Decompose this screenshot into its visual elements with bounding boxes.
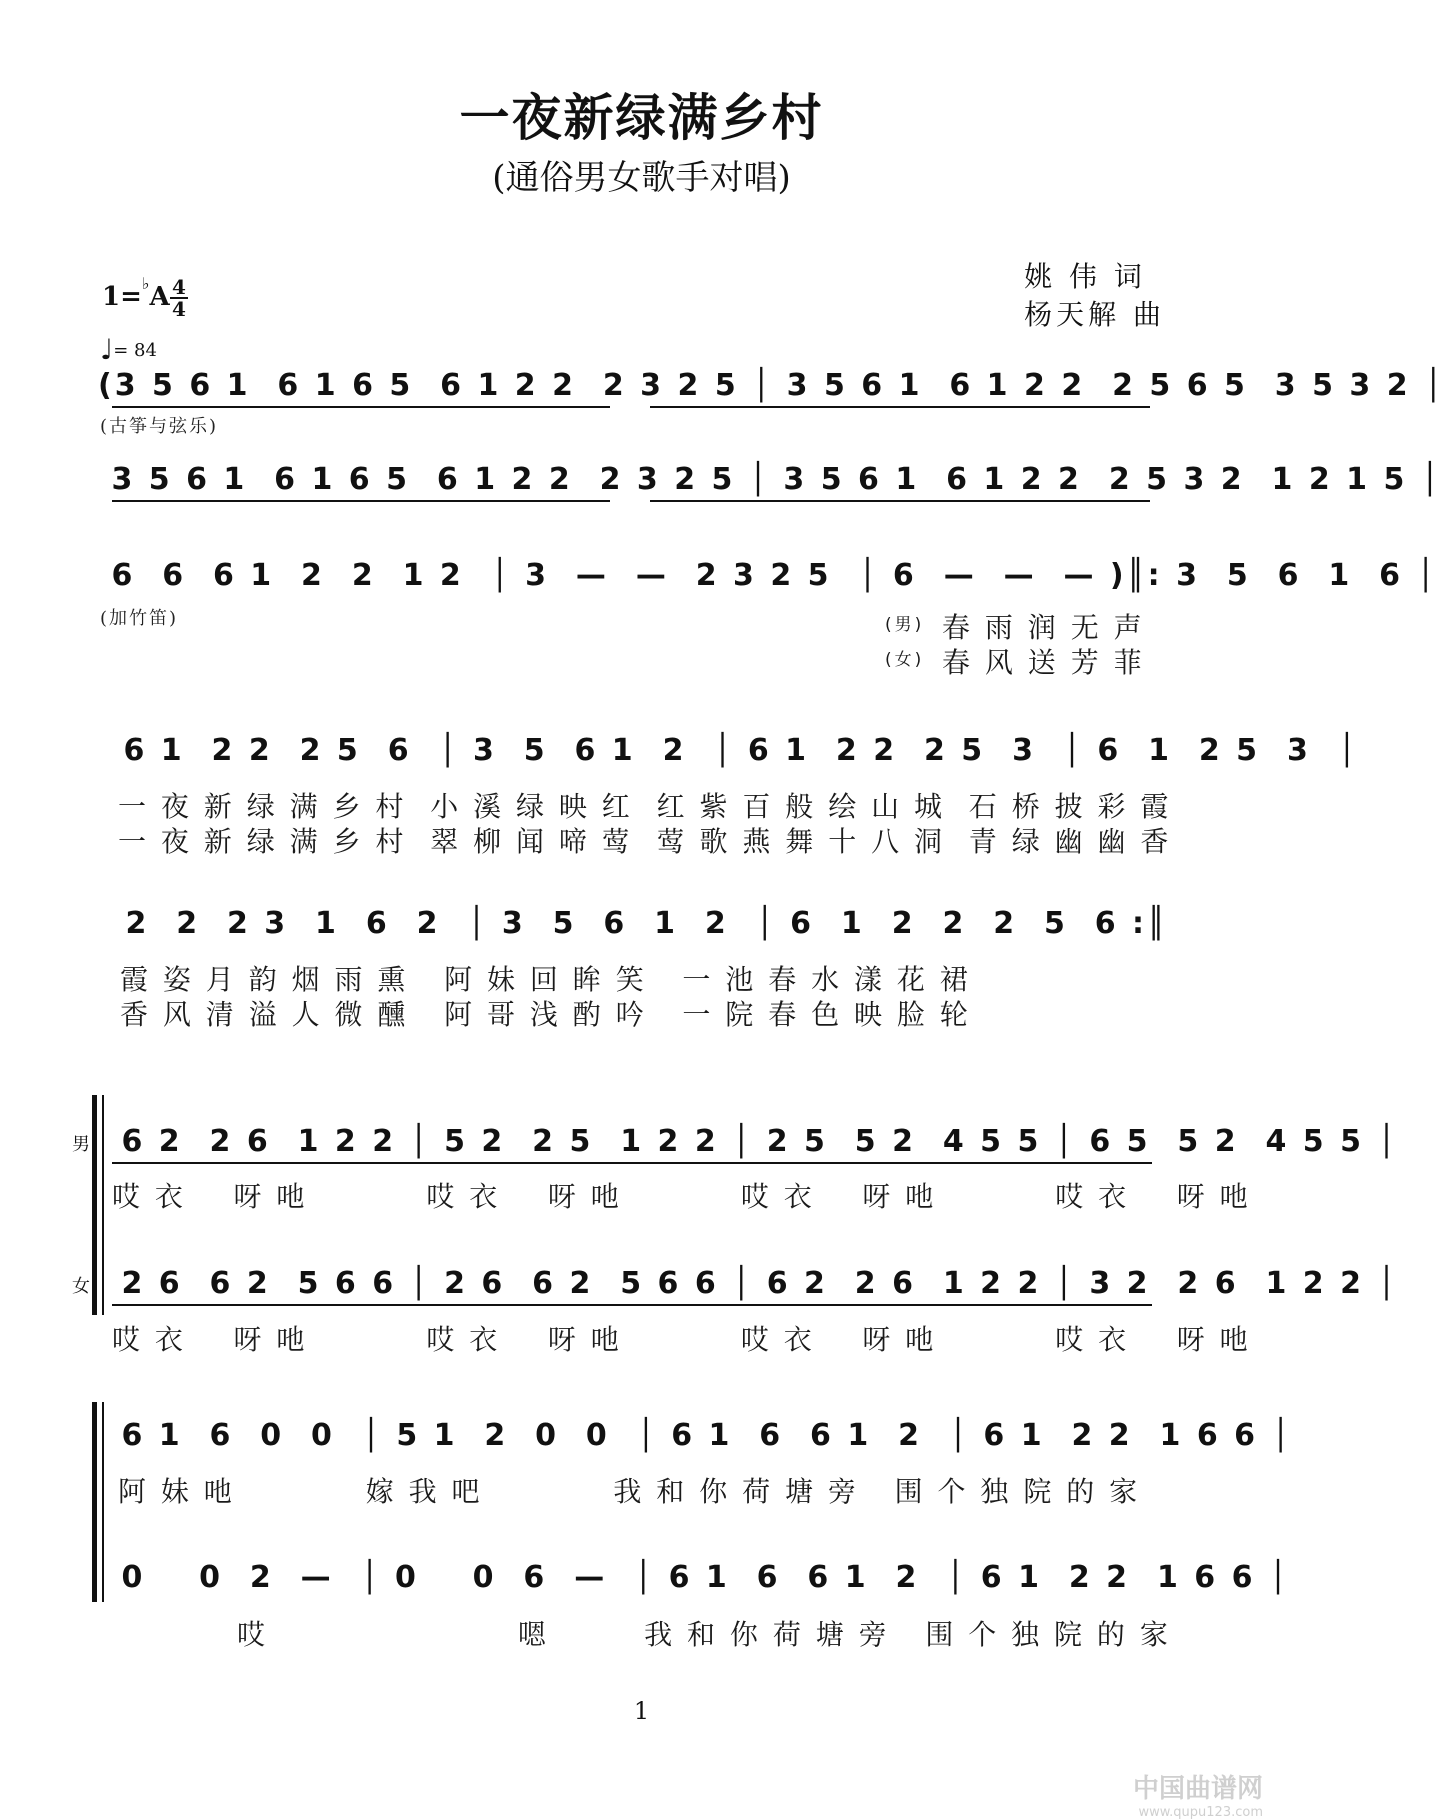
lyric-verse2-female: 香 风 清 溢 人 微 醺 阿 哥 浅 酌 吟 一 院 春 色 映 脸 轮 — [120, 998, 971, 1031]
lyric-intro-male: 春 雨 润 无 声 — [942, 611, 1145, 644]
beam-row-2a — [112, 500, 610, 502]
lyric-verse1-male: 一 夜 新 绿 满 乡 村 小 溪 绿 映 红 红 紫 百 般 绘 山 城 石 桥 披 彩 霞 — [118, 790, 1172, 823]
lyric-verse1-female: 一 夜 新 绿 满 乡 村 翠 柳 闻 啼 莺 莺 歌 燕 舞 十 八 洞 青 绿 幽 幽 香 — [118, 825, 1172, 858]
beam-row-2b — [650, 500, 1150, 502]
score-row-1: (3 5 6 1 6 1 6 5 6 1 2 2 2 3 2 5 │ 3 5 6 1 6 1 2 2 2 5 6 5 3 5 3 2 │ — [98, 368, 1445, 403]
system-brace-1 — [92, 1095, 97, 1315]
part-label-female: 女 — [72, 1276, 90, 1297]
key-prefix: 1= — [102, 282, 142, 312]
time-bottom: 4 — [172, 297, 186, 321]
lyric-duet-female: 哎 衣 呀 吔 哎 衣 呀 吔 哎 衣 呀 吔 哎 衣 呀 吔 — [112, 1323, 1251, 1356]
lyric-intro-female: 春 风 送 芳 菲 — [942, 646, 1145, 679]
composer: 杨天解 曲 — [1024, 298, 1165, 331]
beam-row-1a — [112, 406, 610, 408]
time-top: 4 — [172, 275, 186, 299]
watermark-title: 中国曲谱网 — [1132, 1774, 1263, 1804]
system-bracket-2 — [102, 1402, 104, 1602]
score-row-3: 6 6 6 1 2 2 1 2 │ 3 — — 2 3 2 5 │ 6 — — — )║: 3 5 6 1 6 │ — [98, 558, 1438, 593]
intro-instrument-label: (古筝与弦乐) — [100, 416, 219, 437]
score-row-6-female: 2 6 6 2 5 6 6 │ 2 6 6 2 5 6 6 │ 6 2 2 6 1 2 2 │ 3 2 2 6 1 2 2 │ — [108, 1266, 1399, 1301]
part-label-male: 男 — [72, 1134, 90, 1155]
female-verse-label: (女) — [885, 650, 925, 670]
song-subtitle: (通俗男女歌手对唱) — [492, 158, 791, 198]
watermark-url: www.qupu123.com — [1138, 1805, 1263, 1820]
credits — [1024, 258, 1165, 334]
time-signature — [170, 275, 188, 321]
lyric-verse2-male: 霞 姿 月 韵 烟 雨 熏 阿 妹 回 眸 笑 一 池 春 水 漾 花 裙 — [120, 963, 971, 996]
lyricist: 姚 伟 词 — [1024, 260, 1146, 293]
score-row-5: 2 2 2 3 1 6 2 │ 3 5 6 1 2 │ 6 1 2 2 2 5 6 :║ — [112, 906, 1169, 941]
score-row-4: 6 1 2 2 2 5 6 │ 3 5 6 1 2 │ 6 1 2 2 2 5 3 │ 6 1 2 5 3 │ — [110, 733, 1359, 768]
lyric-ending-male: 阿 妹 吔 嫁 我 吧 我 和 你 荷 塘 旁 围 个 独 院 的 家 — [118, 1475, 1141, 1508]
score-row-7-male: 6 1 6 0 0 │ 5 1 2 0 0 │ 6 1 6 6 1 2 │ 6 1 2 2 1 6 6 │ — [108, 1418, 1293, 1453]
tempo-value: = 84 — [113, 340, 157, 361]
flat-icon: ♭ — [141, 274, 150, 293]
beam-row-6m — [112, 1162, 1152, 1164]
beam-row-6f — [112, 1304, 1152, 1306]
score-row-7-female: 0 0 2 — │ 0 0 6 — │ 6 1 6 6 1 2 │ 6 1 2 2 1 6 6 │ — [108, 1560, 1290, 1595]
lyric-ending-female: 哎 嗯 我 和 你 荷 塘 旁 围 个 独 院 的 家 — [118, 1618, 1171, 1651]
score-row-2: 3 5 6 1 6 1 6 5 6 1 2 2 2 3 2 5 │ 3 5 6 1 6 1 2 2 2 5 3 2 1 2 1 5 │ — [98, 462, 1442, 497]
song-title: 一夜新绿满乡村 — [459, 88, 824, 147]
male-verse-label: (男) — [885, 615, 925, 635]
tempo-marking — [100, 330, 157, 366]
score-row-6-male: 6 2 2 6 1 2 2 │ 5 2 2 5 1 2 2 │ 2 5 5 2 4 5 5 │ 6 5 5 2 4 5 5 │ — [108, 1124, 1399, 1159]
lyric-duet-male: 哎 衣 呀 吔 哎 衣 呀 吔 哎 衣 呀 吔 哎 衣 呀 吔 — [112, 1180, 1251, 1213]
flute-instrument-label: (加竹笛) — [100, 608, 179, 629]
system-brace-2 — [92, 1402, 97, 1602]
quarter-note-icon: ♩ — [100, 333, 114, 366]
site-watermark — [1133, 1768, 1263, 1820]
page-number: 1 — [633, 1697, 650, 1725]
key-letter: A — [149, 282, 170, 312]
beam-row-1b — [650, 406, 1150, 408]
key-signature — [102, 274, 170, 312]
system-bracket-1 — [102, 1095, 104, 1315]
